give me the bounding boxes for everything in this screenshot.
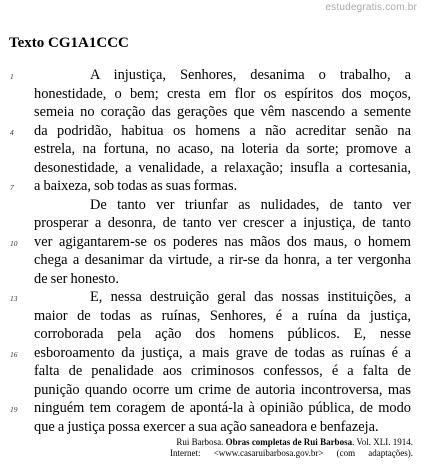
line-text: da podridão, habitua os homens a não acreditar senão na xyxy=(34,122,411,139)
watermark: estudegratis.com.br xyxy=(325,2,417,13)
line-text: a baixeza, sob todas as suas formas. xyxy=(34,178,238,194)
source-volume: . Vol. XLI. 1914. xyxy=(352,437,413,447)
source-internet-label: Internet: xyxy=(170,448,201,458)
line-text: estrela, na fortuna, no acaso, na loteria da sorte; promove a xyxy=(34,141,411,157)
line-text: chega a desanimar da virtude, a rir-se da honra, a ter vergonha xyxy=(34,252,411,268)
line-number: 19 xyxy=(10,405,18,414)
source-url[interactable]: <www.casaruibarbosa.gov.br> xyxy=(213,448,324,458)
text-line xyxy=(0,103,425,122)
text-line xyxy=(0,251,425,270)
text-line xyxy=(0,399,425,418)
line-text: semeia no coração das gerações que vêm nascendo a semente xyxy=(34,104,411,120)
text-line xyxy=(0,214,425,233)
line-text: corroborada pela ação dos homens públicos. E, nesse xyxy=(34,326,411,342)
text-line xyxy=(0,288,425,307)
line-text: maior de todas as ruínas, Senhores, é a ruína da justiça, xyxy=(34,307,411,324)
source-note: (com adaptações). xyxy=(336,448,414,458)
line-text: prosperar a desonra, de tanto ver crescer a injustiça, de tanto xyxy=(34,215,411,231)
line-text: esboroamento da justiça, a mais grave de todas as ruínas é a xyxy=(34,344,411,361)
line-number: 13 xyxy=(10,294,18,303)
source-internet xyxy=(170,448,413,459)
text-line xyxy=(0,196,425,215)
text-title: Texto CG1A1CCC xyxy=(9,35,129,51)
line-text: A injustiça, Senhores, desanima o trabalho, a xyxy=(90,67,411,83)
text-line xyxy=(0,307,425,326)
source-citation xyxy=(170,437,413,448)
text-line xyxy=(0,381,425,400)
line-text: punição quando ocorre um crime de autoria incontroversa, mas xyxy=(34,381,411,398)
source-author: Rui Barbosa. xyxy=(176,437,224,447)
line-number: 4 xyxy=(10,127,14,137)
line-text: de ser honesto. xyxy=(34,270,119,287)
text-line xyxy=(0,85,425,104)
line-text: ninguém tem coragem de apontá-la à opinião pública, de modo xyxy=(34,400,411,416)
line-text: falta de penalidade aos criminosos confessos, é a falta de xyxy=(34,363,411,379)
line-number: 1 xyxy=(10,72,14,81)
line-text: ver agigantarem-se os poderes nas mãos dos maus, o homem xyxy=(34,233,411,250)
line-text: honestidade, o bem; cresta em flor os espíritos dos moços, xyxy=(34,85,411,102)
line-number: 16 xyxy=(10,349,18,359)
text-line xyxy=(0,159,425,178)
line-text: que a justiça possa exercer a sua ação saneadora e benfazeja. xyxy=(34,418,379,435)
text-body xyxy=(0,66,425,436)
text-line xyxy=(0,325,425,344)
text-line xyxy=(0,344,425,363)
text-line xyxy=(0,177,425,196)
text-line xyxy=(0,66,425,85)
text-line xyxy=(0,418,425,437)
text-line xyxy=(0,362,425,381)
line-text: desonestidade, a venalidade, a relaxação; insufla a cortesania, xyxy=(34,159,411,176)
text-line xyxy=(0,233,425,252)
line-number: 7 xyxy=(10,183,14,192)
text-line xyxy=(0,140,425,159)
text-line xyxy=(0,122,425,141)
line-text: De tanto ver triunfar as nulidades, de tanto ver xyxy=(90,196,411,213)
line-number: 10 xyxy=(10,238,18,248)
source-work: Obras completas de Rui Barbosa xyxy=(225,437,353,447)
line-text: E, nessa destruição geral das nossas instituições, a xyxy=(90,289,411,305)
text-line xyxy=(0,270,425,289)
